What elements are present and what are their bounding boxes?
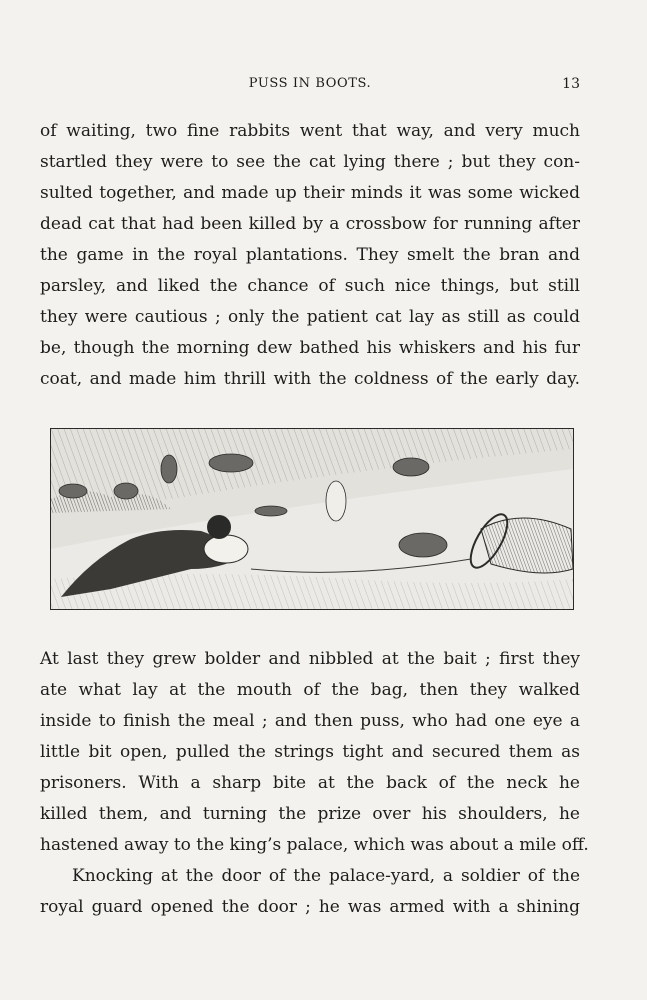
text-line: they were cautious ; only the patient cat lay as still as could [40, 307, 580, 327]
text-line: coat, and made him thrill with the coldness of the early day. [40, 369, 580, 389]
text-line: At last they grew bolder and nibbled at the bait ; first they [40, 649, 580, 669]
text-line: of waiting, two fine rabbits went that way, and very much [40, 121, 580, 141]
text-line: hastened away to the king’s palace, which was about a mile off. [40, 835, 589, 855]
text-line: be, though the morning dew bathed his whiskers and his fur [40, 338, 580, 358]
page-number: 13 [562, 76, 580, 92]
text-line: Knocking at the door of the palace-yard, a soldier of the [72, 866, 580, 886]
text-line: ate what lay at the mouth of the bag, then they walked [40, 680, 580, 700]
bag [481, 518, 573, 573]
text-line: the game in the royal plantations. They smelt the bran and [40, 245, 580, 265]
text-line: dead cat that had been killed by a crossbow for running after [40, 214, 580, 234]
text-line: killed them, and turning the prize over his shoulders, he [40, 804, 580, 824]
paragraph-top [40, 116, 580, 395]
text-line: parsley, and liked the chance of such nice things, but still [40, 276, 580, 296]
text-line: royal guard opened the door ; he was armed with a shining [40, 897, 580, 917]
paragraph-bottom [40, 644, 589, 923]
engraving-image [51, 429, 573, 609]
running-head: PUSS IN BOOTS. [248, 76, 372, 91]
text-line: startled they were to see the cat lying there ; but they con- [40, 152, 580, 172]
text-line: little bit open, pulled the strings tight and secured them as [40, 742, 580, 762]
text-line: prisoners. With a sharp bite at the back of the neck he [40, 773, 580, 793]
text-line: sulted together, and made up their minds it was some wicked [40, 183, 580, 203]
page-header [40, 76, 580, 96]
text-line: inside to finish the meal ; and then puss, who had one eye a [40, 711, 580, 731]
illustration-cat-and-rabbits [50, 428, 574, 610]
